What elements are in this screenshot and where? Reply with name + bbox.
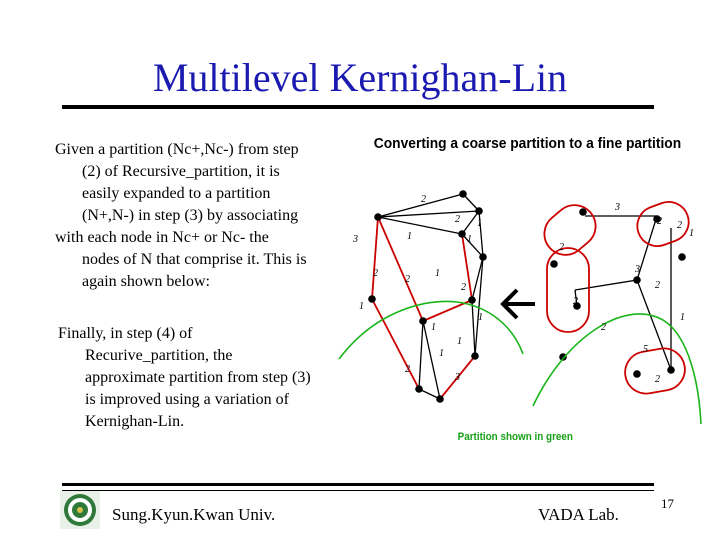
figure-caption: Partition shown in green — [457, 431, 573, 444]
paragraph-refinement — [58, 323, 348, 433]
footer-lab: VADA Lab. — [538, 505, 619, 524]
text-line: easily expanded to a partition — [82, 185, 271, 202]
text-line: Kernighan-Lin. — [85, 413, 185, 430]
text-line: Given a partition (Nc+,Nc-) from step — [55, 141, 299, 158]
edge-weight-label: 2 — [461, 282, 466, 293]
edge-weight-label: 2 — [455, 214, 460, 225]
fine-graph — [339, 190, 523, 403]
text-line: Recurive_partition, the — [85, 347, 233, 364]
edge-weight-label: 1 — [431, 322, 436, 333]
text-line: nodes of N that comprise it. This is — [82, 251, 307, 268]
coarse-graph — [533, 196, 701, 424]
paragraph-expansion — [55, 139, 345, 293]
edge-weight-label: 1 — [680, 312, 685, 323]
edge-weight-label: 1 — [439, 348, 444, 359]
edge-weight-label: 3 — [353, 234, 358, 245]
page-number: 17 — [661, 496, 674, 511]
footer-rule-thin — [62, 490, 654, 491]
edge-weight-label: 3 — [635, 264, 640, 275]
text-line: with each node in Nc+ or Nc- the — [55, 229, 269, 246]
text-line: (N+,N-) in step (3) by associating — [82, 207, 299, 224]
text-line: is improved using a variation of — [85, 391, 289, 408]
footer-rule — [62, 483, 654, 486]
edge-weight-label: 1 — [477, 218, 482, 229]
text-line: again shown below: — [82, 273, 210, 290]
edge-weight-label: 2 — [657, 216, 662, 227]
text-line: Finally, in step (4) of — [58, 325, 193, 342]
edge-weight-label: 1 — [435, 268, 440, 279]
figure-heading: Converting a coarse partition to a fine partition — [373, 135, 682, 153]
edge-weight-label: 2 — [405, 274, 410, 285]
edge-weight-label: 3 — [455, 372, 460, 383]
edge-weight-label: 1 — [407, 231, 412, 242]
edge-weight-label: 2 — [559, 242, 564, 253]
edge-weight-label: 2 — [573, 296, 578, 307]
slide-title: Multilevel Kernighan-Lin — [152, 55, 568, 100]
edge-weight-label: 2 — [373, 268, 378, 279]
left-arrow-icon — [503, 290, 535, 318]
title-underline — [62, 105, 654, 109]
edge-weight-label: 1 — [467, 234, 472, 245]
edge-weight-label: 2 — [655, 280, 660, 291]
edge-weight-label: 2 — [421, 194, 426, 205]
edge-weight-label: 1 — [457, 336, 462, 347]
university-logo-icon — [60, 491, 100, 529]
graph-diagram — [337, 124, 704, 454]
edge-weight-label: 1 — [478, 312, 483, 323]
edge-weight-label: 1 — [359, 301, 364, 312]
text-line: (2) of Recursive_partition, it is — [82, 163, 280, 180]
edge-weight-label: 5 — [643, 344, 648, 355]
footer-university: Sung.Kyun.Kwan Univ. — [112, 505, 276, 524]
edge-weight-label: 2 — [601, 322, 606, 333]
edge-weight-label: 1 — [689, 228, 694, 239]
edge-weight-label: 2 — [655, 374, 660, 385]
text-line: approximate partition from step (3) — [85, 369, 311, 386]
edge-weight-label: 2 — [405, 364, 410, 375]
edge-weight-label: 3 — [615, 202, 620, 213]
edge-weight-label: 2 — [677, 220, 682, 231]
partition-figure — [337, 124, 704, 454]
